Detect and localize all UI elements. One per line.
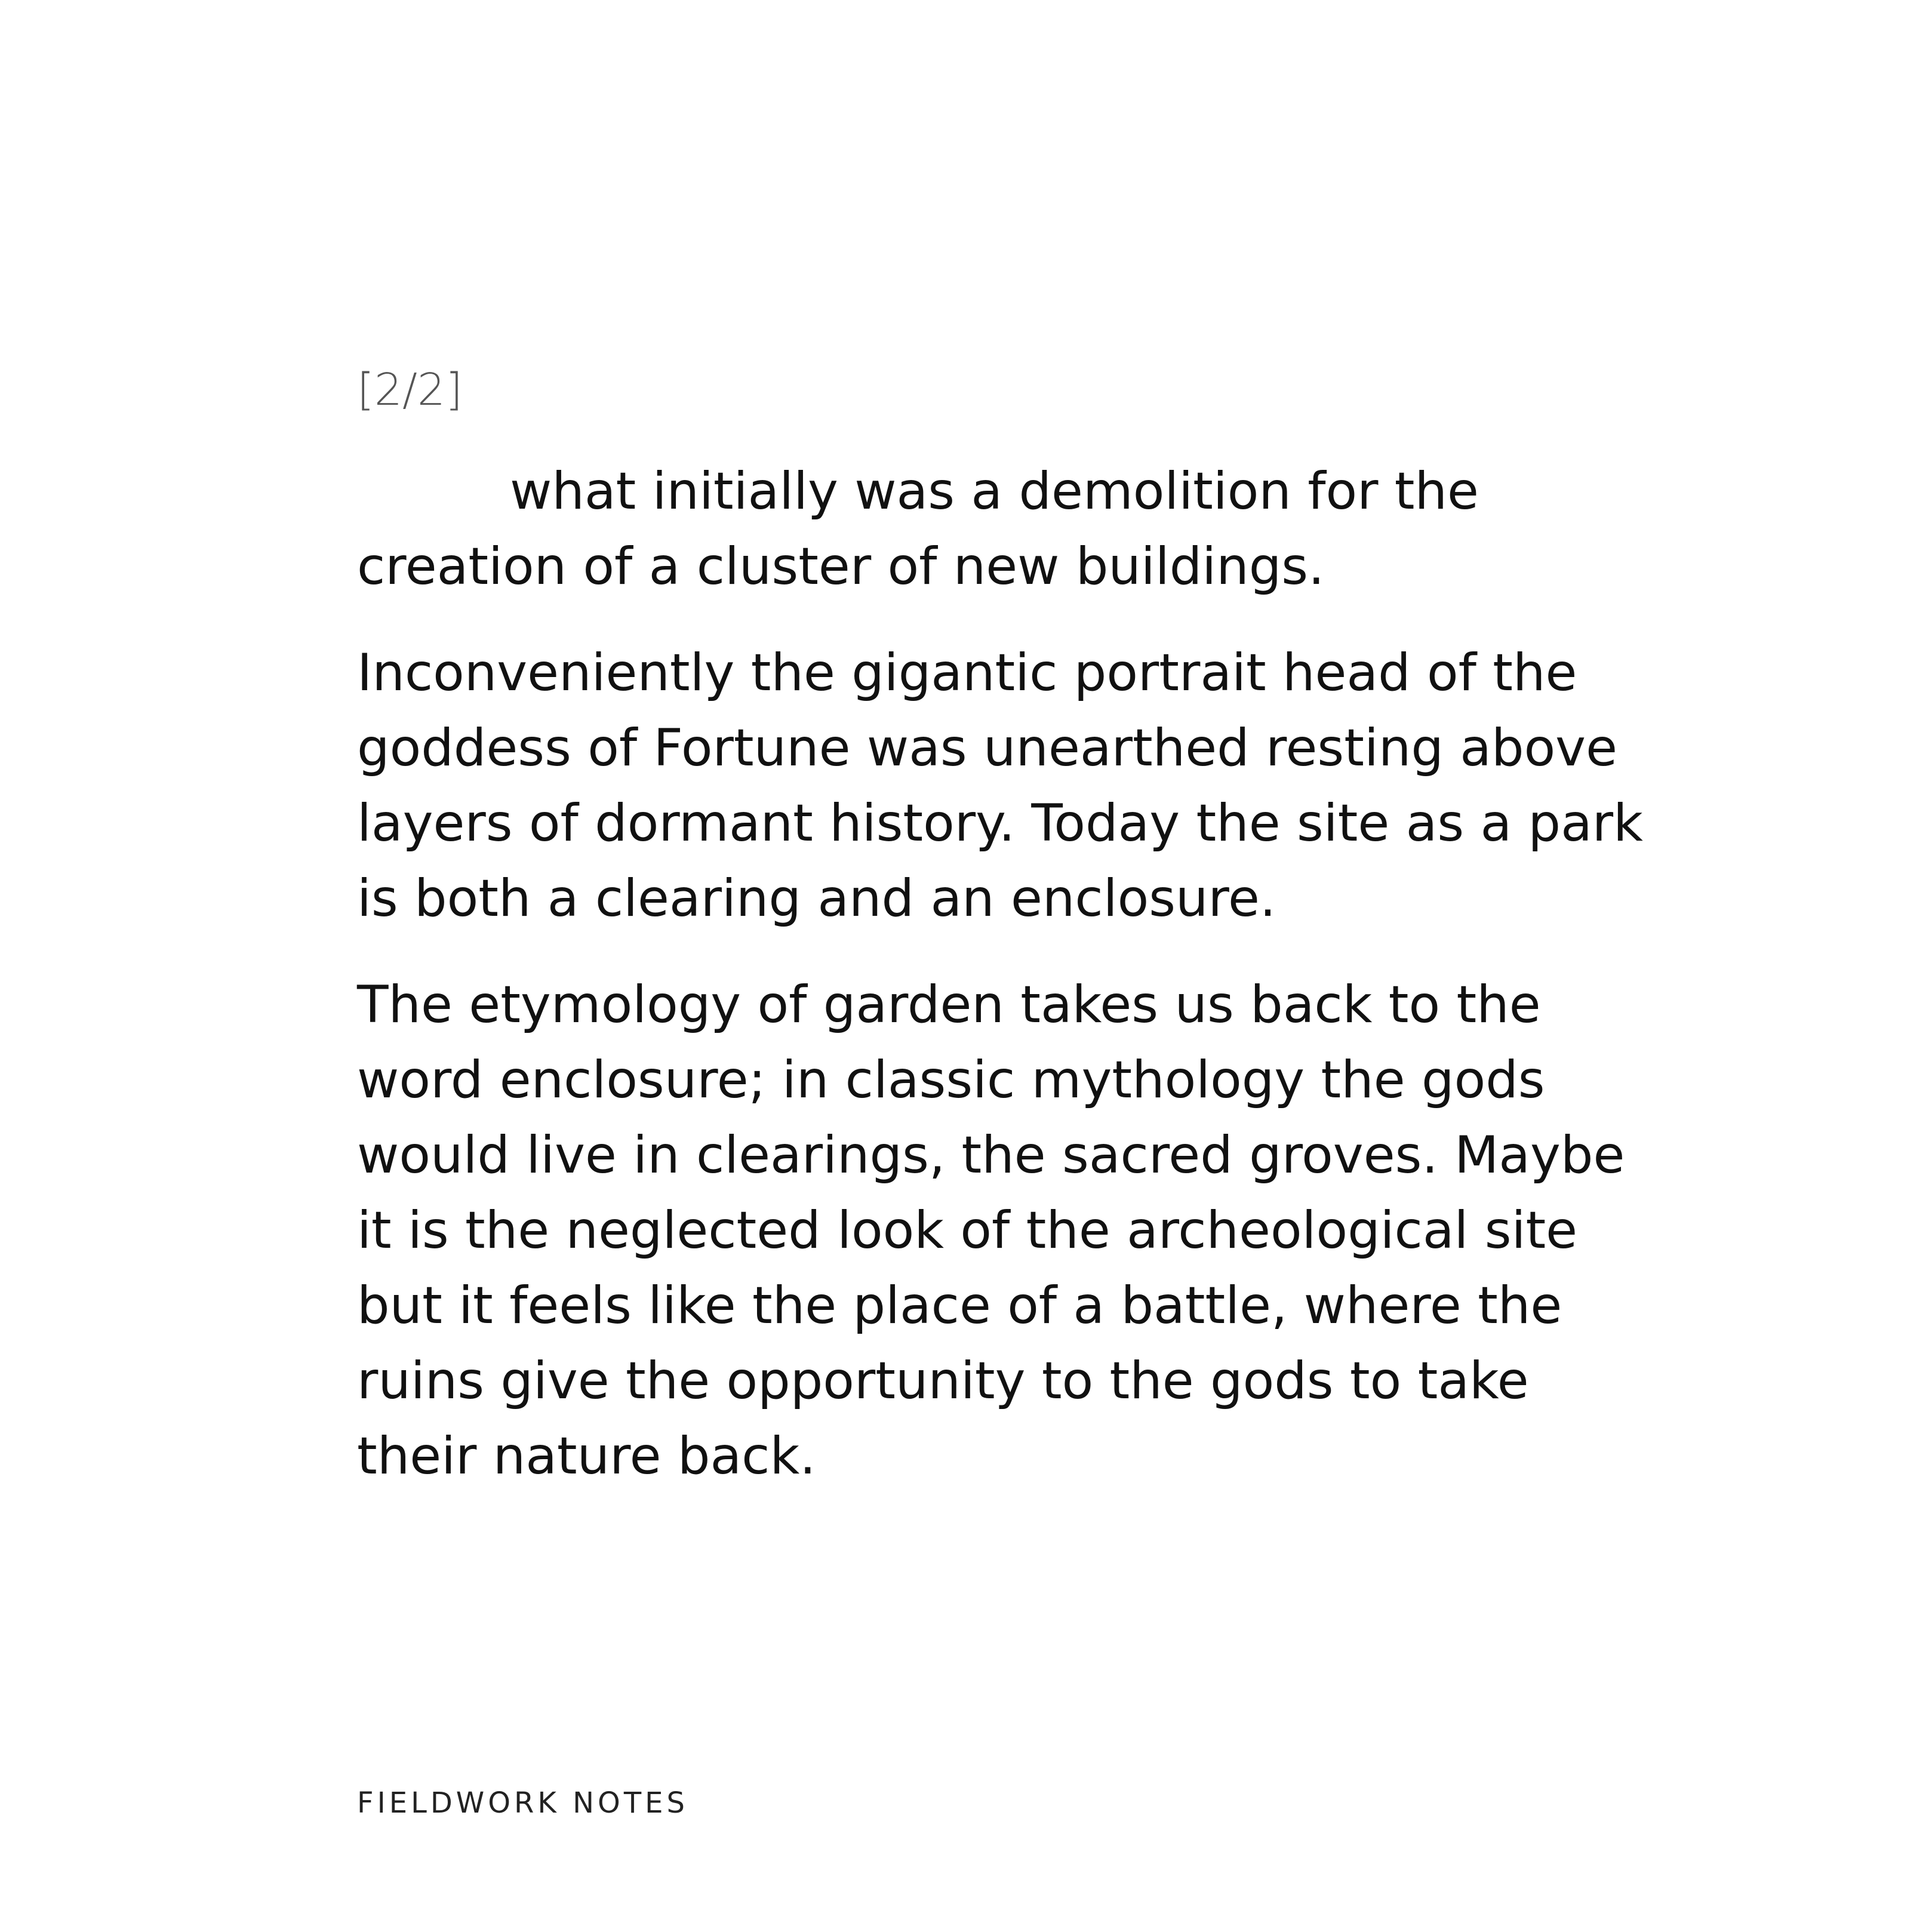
paragraph-line: what initially was a demolition for the xyxy=(510,462,1479,521)
paragraph-line: goddess of Fortune was unearthed resting above xyxy=(357,718,1617,778)
paragraph-line: would live in clearings, the sacred groves. Maybe xyxy=(357,1125,1625,1185)
paragraph-line: ruins give the opportunity to the gods to take xyxy=(357,1351,1529,1411)
paragraph-line: creation of a cluster of new buildings. xyxy=(357,537,1325,596)
paragraph-line: The etymology of garden takes us back to the xyxy=(357,975,1541,1035)
paragraph-2 xyxy=(357,635,1643,936)
paragraph-line: it is the neglected look of the archeological site xyxy=(357,1201,1578,1260)
paragraph-line: their nature back. xyxy=(357,1426,816,1486)
paragraph-line: layers of dormant history. Today the site as a park xyxy=(357,793,1643,853)
paragraph-line: is both a clearing and an enclosure. xyxy=(357,869,1276,928)
footer-label: FIELDWORK NOTES xyxy=(357,1786,688,1820)
paragraph-3 xyxy=(357,967,1625,1494)
paragraph-line: Inconveniently the gigantic portrait head of the xyxy=(357,643,1577,703)
paragraph-line: word enclosure; in classic mythology the gods xyxy=(357,1050,1545,1110)
paragraph-1 xyxy=(357,454,1611,604)
body-text xyxy=(357,454,1643,1494)
paragraph-line: but it feels like the place of a battle, where the xyxy=(357,1276,1562,1336)
page-indicator: [2/2] xyxy=(357,364,463,416)
